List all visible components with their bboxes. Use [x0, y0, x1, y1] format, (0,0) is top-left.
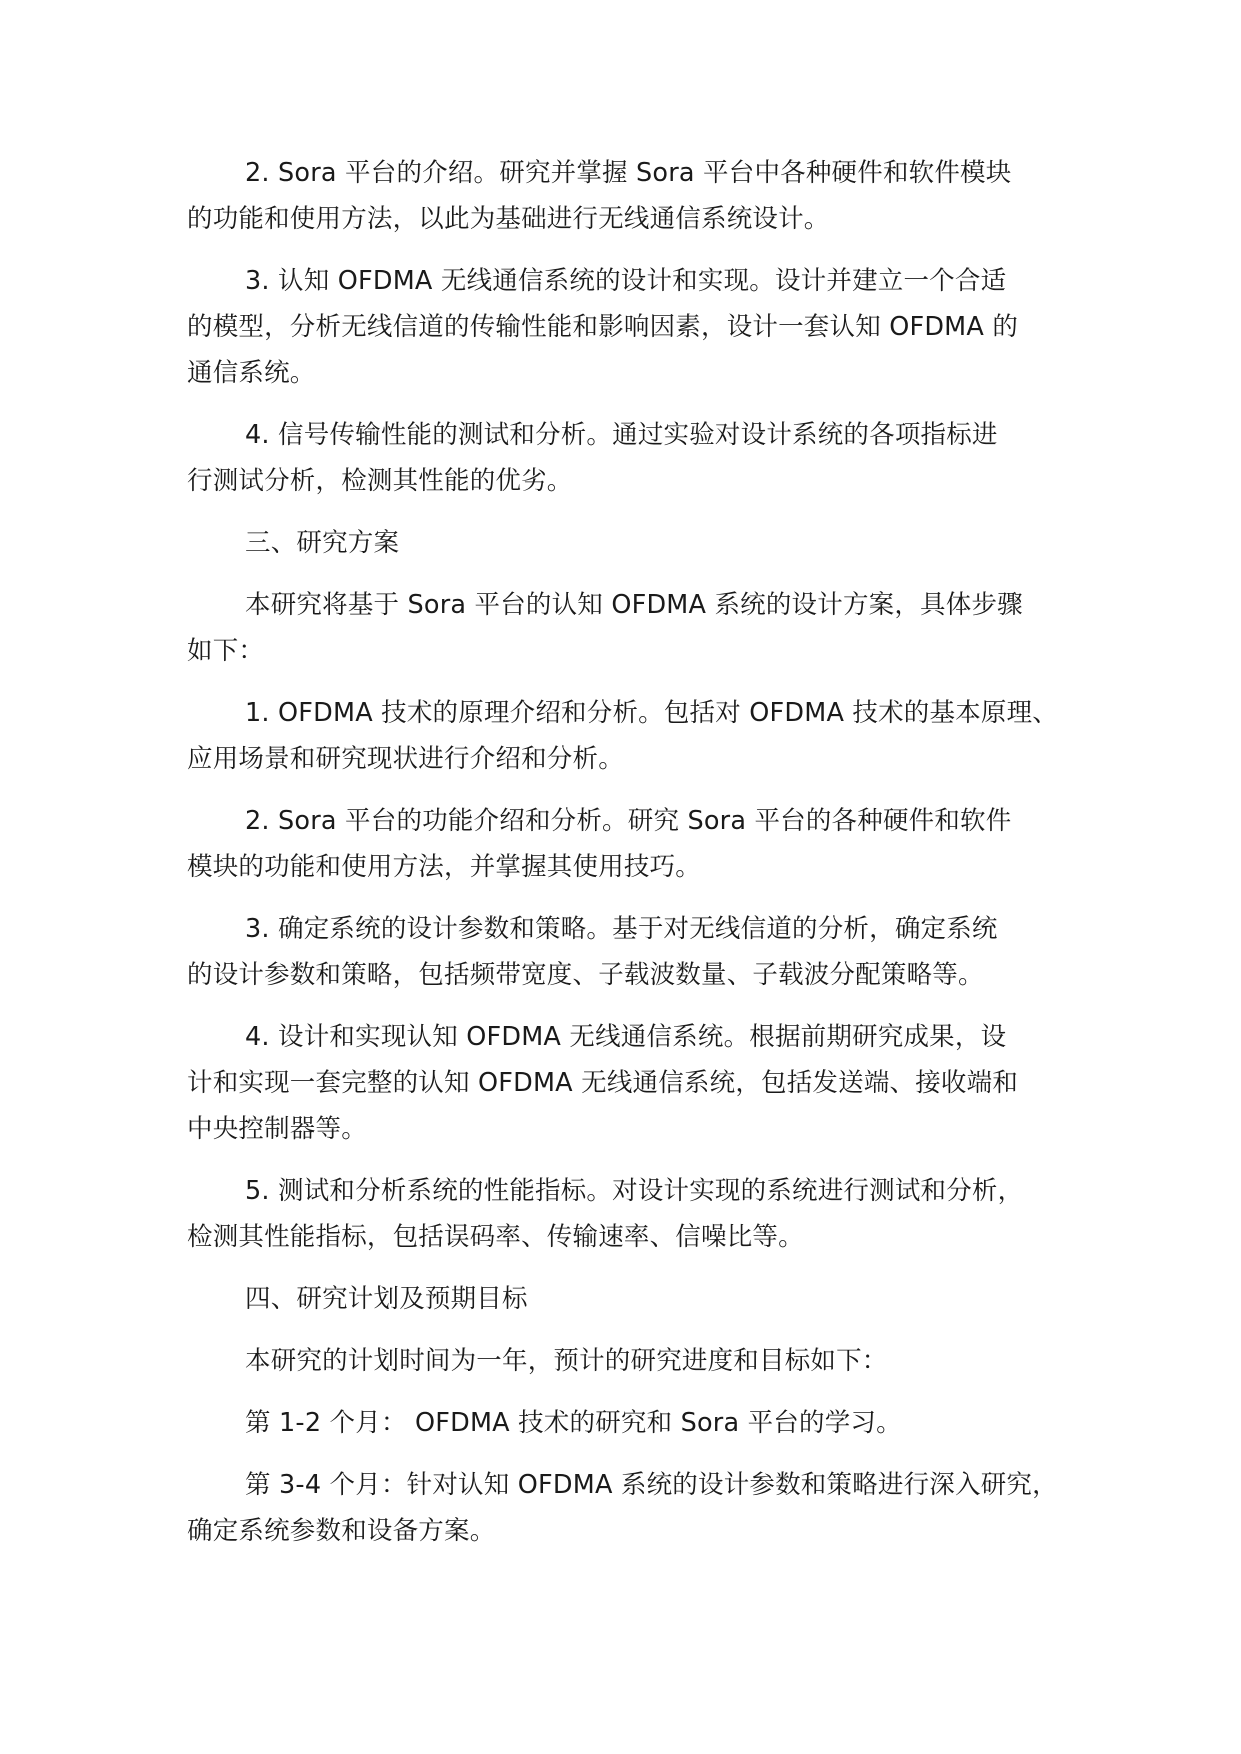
paragraph-month-3-4 — [187, 1462, 1087, 1554]
document-body — [187, 150, 1087, 1570]
section-heading: 四、研究计划及预期目标 — [245, 1284, 528, 1314]
paragraph-line: 2. Sora 平台的介绍。研究并掌握 Sora 平台中各种硬件和软件模块 — [245, 158, 1012, 188]
paragraph-signal-test — [187, 412, 1087, 504]
paragraph-line: 本研究的计划时间为一年，预计的研究进度和目标如下： — [245, 1346, 888, 1376]
paragraph-line: 模块的功能和使用方法，并掌握其使用技巧。 — [187, 852, 702, 882]
paragraph-step-5 — [187, 1168, 1087, 1260]
paragraph-line: 的模型，分析无线信道的传输性能和影响因素，设计一套认知 OFDMA 的 — [187, 312, 1019, 342]
paragraph-step-1 — [187, 690, 1087, 782]
paragraph-line: 中央控制器等。 — [187, 1114, 367, 1144]
paragraph-step-3 — [187, 906, 1087, 998]
paragraph-line: 第 3-4 个月：针对认知 OFDMA 系统的设计参数和策略进行深入研究， — [245, 1470, 1058, 1500]
paragraph-month-1-2 — [187, 1400, 1087, 1446]
paragraph-plan-intro — [187, 582, 1087, 674]
section-heading-schedule — [187, 1276, 1087, 1322]
paragraph-line: 通信系统。 — [187, 358, 316, 388]
paragraph-sora-intro — [187, 150, 1087, 242]
paragraph-line: 第 1-2 个月： OFDMA 技术的研究和 Sora 平台的学习。 — [245, 1408, 902, 1438]
paragraph-schedule-intro — [187, 1338, 1087, 1384]
paragraph-line: 检测其性能指标，包括误码率、传输速率、信噪比等。 — [187, 1222, 804, 1252]
section-heading: 三、研究方案 — [245, 528, 400, 558]
paragraph-line: 3. 确定系统的设计参数和策略。基于对无线信道的分析，确定系统 — [245, 914, 998, 944]
paragraph-line: 的功能和使用方法，以此为基础进行无线通信系统设计。 — [187, 204, 830, 234]
section-heading-research-plan — [187, 520, 1087, 566]
paragraph-line: 1. OFDMA 技术的原理介绍和分析。包括对 OFDMA 技术的基本原理、 — [245, 698, 1058, 728]
paragraph-line: 5. 测试和分析系统的性能指标。对设计实现的系统进行测试和分析， — [245, 1176, 1024, 1206]
paragraph-line: 行测试分析，检测其性能的优劣。 — [187, 466, 573, 496]
paragraph-line: 3. 认知 OFDMA 无线通信系统的设计和实现。设计并建立一个合适 — [245, 266, 1007, 296]
paragraph-line: 确定系统参数和设备方案。 — [187, 1516, 496, 1546]
paragraph-line: 2. Sora 平台的功能介绍和分析。研究 Sora 平台的各种硬件和软件 — [245, 806, 1012, 836]
paragraph-line: 4. 设计和实现认知 OFDMA 无线通信系统。根据前期研究成果，设 — [245, 1022, 1007, 1052]
paragraph-step-2 — [187, 798, 1087, 890]
paragraph-line: 如下： — [187, 636, 265, 666]
paragraph-line: 计和实现一套完整的认知 OFDMA 无线通信系统，包括发送端、接收端和 — [187, 1068, 1019, 1098]
paragraph-line: 4. 信号传输性能的测试和分析。通过实验对设计系统的各项指标进 — [245, 420, 998, 450]
paragraph-ofdma-design — [187, 258, 1087, 396]
paragraph-line: 应用场景和研究现状进行介绍和分析。 — [187, 744, 624, 774]
paragraph-line: 本研究将基于 Sora 平台的认知 OFDMA 系统的设计方案，具体步骤 — [245, 590, 1023, 620]
paragraph-line: 的设计参数和策略，包括频带宽度、子载波数量、子载波分配策略等。 — [187, 960, 984, 990]
paragraph-step-4 — [187, 1014, 1087, 1152]
